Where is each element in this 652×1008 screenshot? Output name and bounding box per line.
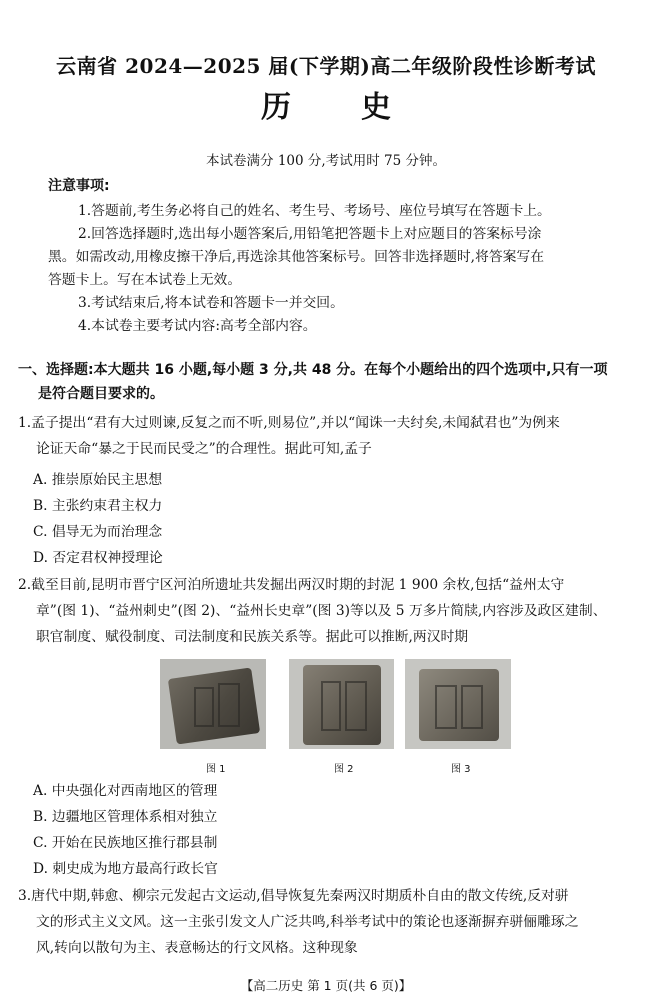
figure-2-caption: 图 2 xyxy=(334,764,354,775)
option-c: C. 倡导无为而治理念 xyxy=(33,524,163,540)
option-a: A. 推崇原始民主思想 xyxy=(33,472,163,488)
section-line-1: 一、选择题:本大题共 16 小题,每小题 3 分,共 48 分。在每个小题给出的四个选项中,只有一项 xyxy=(18,362,608,378)
exam-title: 云南省 2024—2025 届(下学期)高二年级阶段性诊断考试 xyxy=(56,54,596,78)
subject-char-1: 历 xyxy=(261,90,291,125)
notice-heading: 注意事项: xyxy=(48,178,110,194)
exam-info: 本试卷满分 100 分,考试用时 75 分钟。 xyxy=(206,153,446,169)
question-line: 2.截至目前,昆明市晋宁区河泊所遗址共发掘出两汉时期的封泥 1 900 余枚,包括“益州太守 xyxy=(18,577,565,593)
figure-2-image xyxy=(289,659,394,749)
notice-line: 1.答题前,考生务必将自己的姓名、考生号、考场号、座位号填写在答题卡上。 xyxy=(78,203,551,219)
question-line: 1.孟子提出“君有大过则谏,反复之而不听,则易位”,并以“闻诛一夫纣矣,未闻弑君也”为例来 xyxy=(18,415,560,431)
question-3 xyxy=(18,883,640,961)
figure-3-caption: 图 3 xyxy=(451,764,471,775)
figure-3-image xyxy=(405,659,511,749)
question-line: 风,转向以散句为主、表意畅达的行文风格。这种现象 xyxy=(36,940,358,956)
option-b: B. 主张约束君主权力 xyxy=(33,498,163,514)
subject-title xyxy=(0,82,652,126)
section-line-2: 是符合题目要求的。 xyxy=(38,386,164,402)
figure-1-caption: 图 1 xyxy=(206,764,226,775)
option-b: B. 边疆地区管理体系相对独立 xyxy=(33,809,218,825)
notice-line: 答题卡上。写在本试卷上无效。 xyxy=(48,272,242,288)
question-line: 职官制度、赋役制度、司法制度和民族关系等。据此可以推断,两汉时期 xyxy=(36,629,469,645)
option-c: C. 开始在民族地区推行郡县制 xyxy=(33,835,218,851)
question-line: 章”(图 1)、“益州刺史”(图 2)、“益州长史章”(图 3)等以及 5 万多片简牍,内容涉及政区建制、 xyxy=(36,603,607,619)
notice-line: 黑。如需改动,用橡皮擦干净后,再选涂其他答案标号。回答非选择题时,将答案写在 xyxy=(48,249,545,265)
notice-line: 4.本试卷主要考试内容:高考全部内容。 xyxy=(78,318,317,334)
notice-line: 3.考试结束后,将本试卷和答题卡一并交回。 xyxy=(78,295,344,311)
notice-line: 2.回答选择题时,选出每小题答案后,用铅笔把答题卡上对应题目的答案标号涂 xyxy=(78,226,542,242)
question-1 xyxy=(18,410,640,462)
section-heading xyxy=(18,358,638,406)
option-a: A. 中央强化对西南地区的管理 xyxy=(33,783,218,799)
question-2 xyxy=(18,572,640,650)
question-line: 文的形式主义文风。这一主张引发文人广泛共鸣,科举考试中的策论也逐渐摒弃骈俪雕琢之 xyxy=(36,914,579,930)
question-line: 论证天命“暴之于民而民受之”的合理性。据此可知,孟子 xyxy=(36,441,372,457)
page-footer: 【高二历史 第 1 页(共 6 页)】 xyxy=(240,978,412,993)
subject-char-2: 史 xyxy=(361,90,391,125)
option-d: D. 否定君权神授理论 xyxy=(33,550,163,566)
figure-1-image xyxy=(160,659,266,749)
option-d: D. 刺史成为地方最高行政长官 xyxy=(33,861,218,877)
question-line: 3.唐代中期,韩愈、柳宗元发起古文运动,倡导恢复先秦两汉时期质朴自由的散文传统,反对骈 xyxy=(18,888,569,904)
